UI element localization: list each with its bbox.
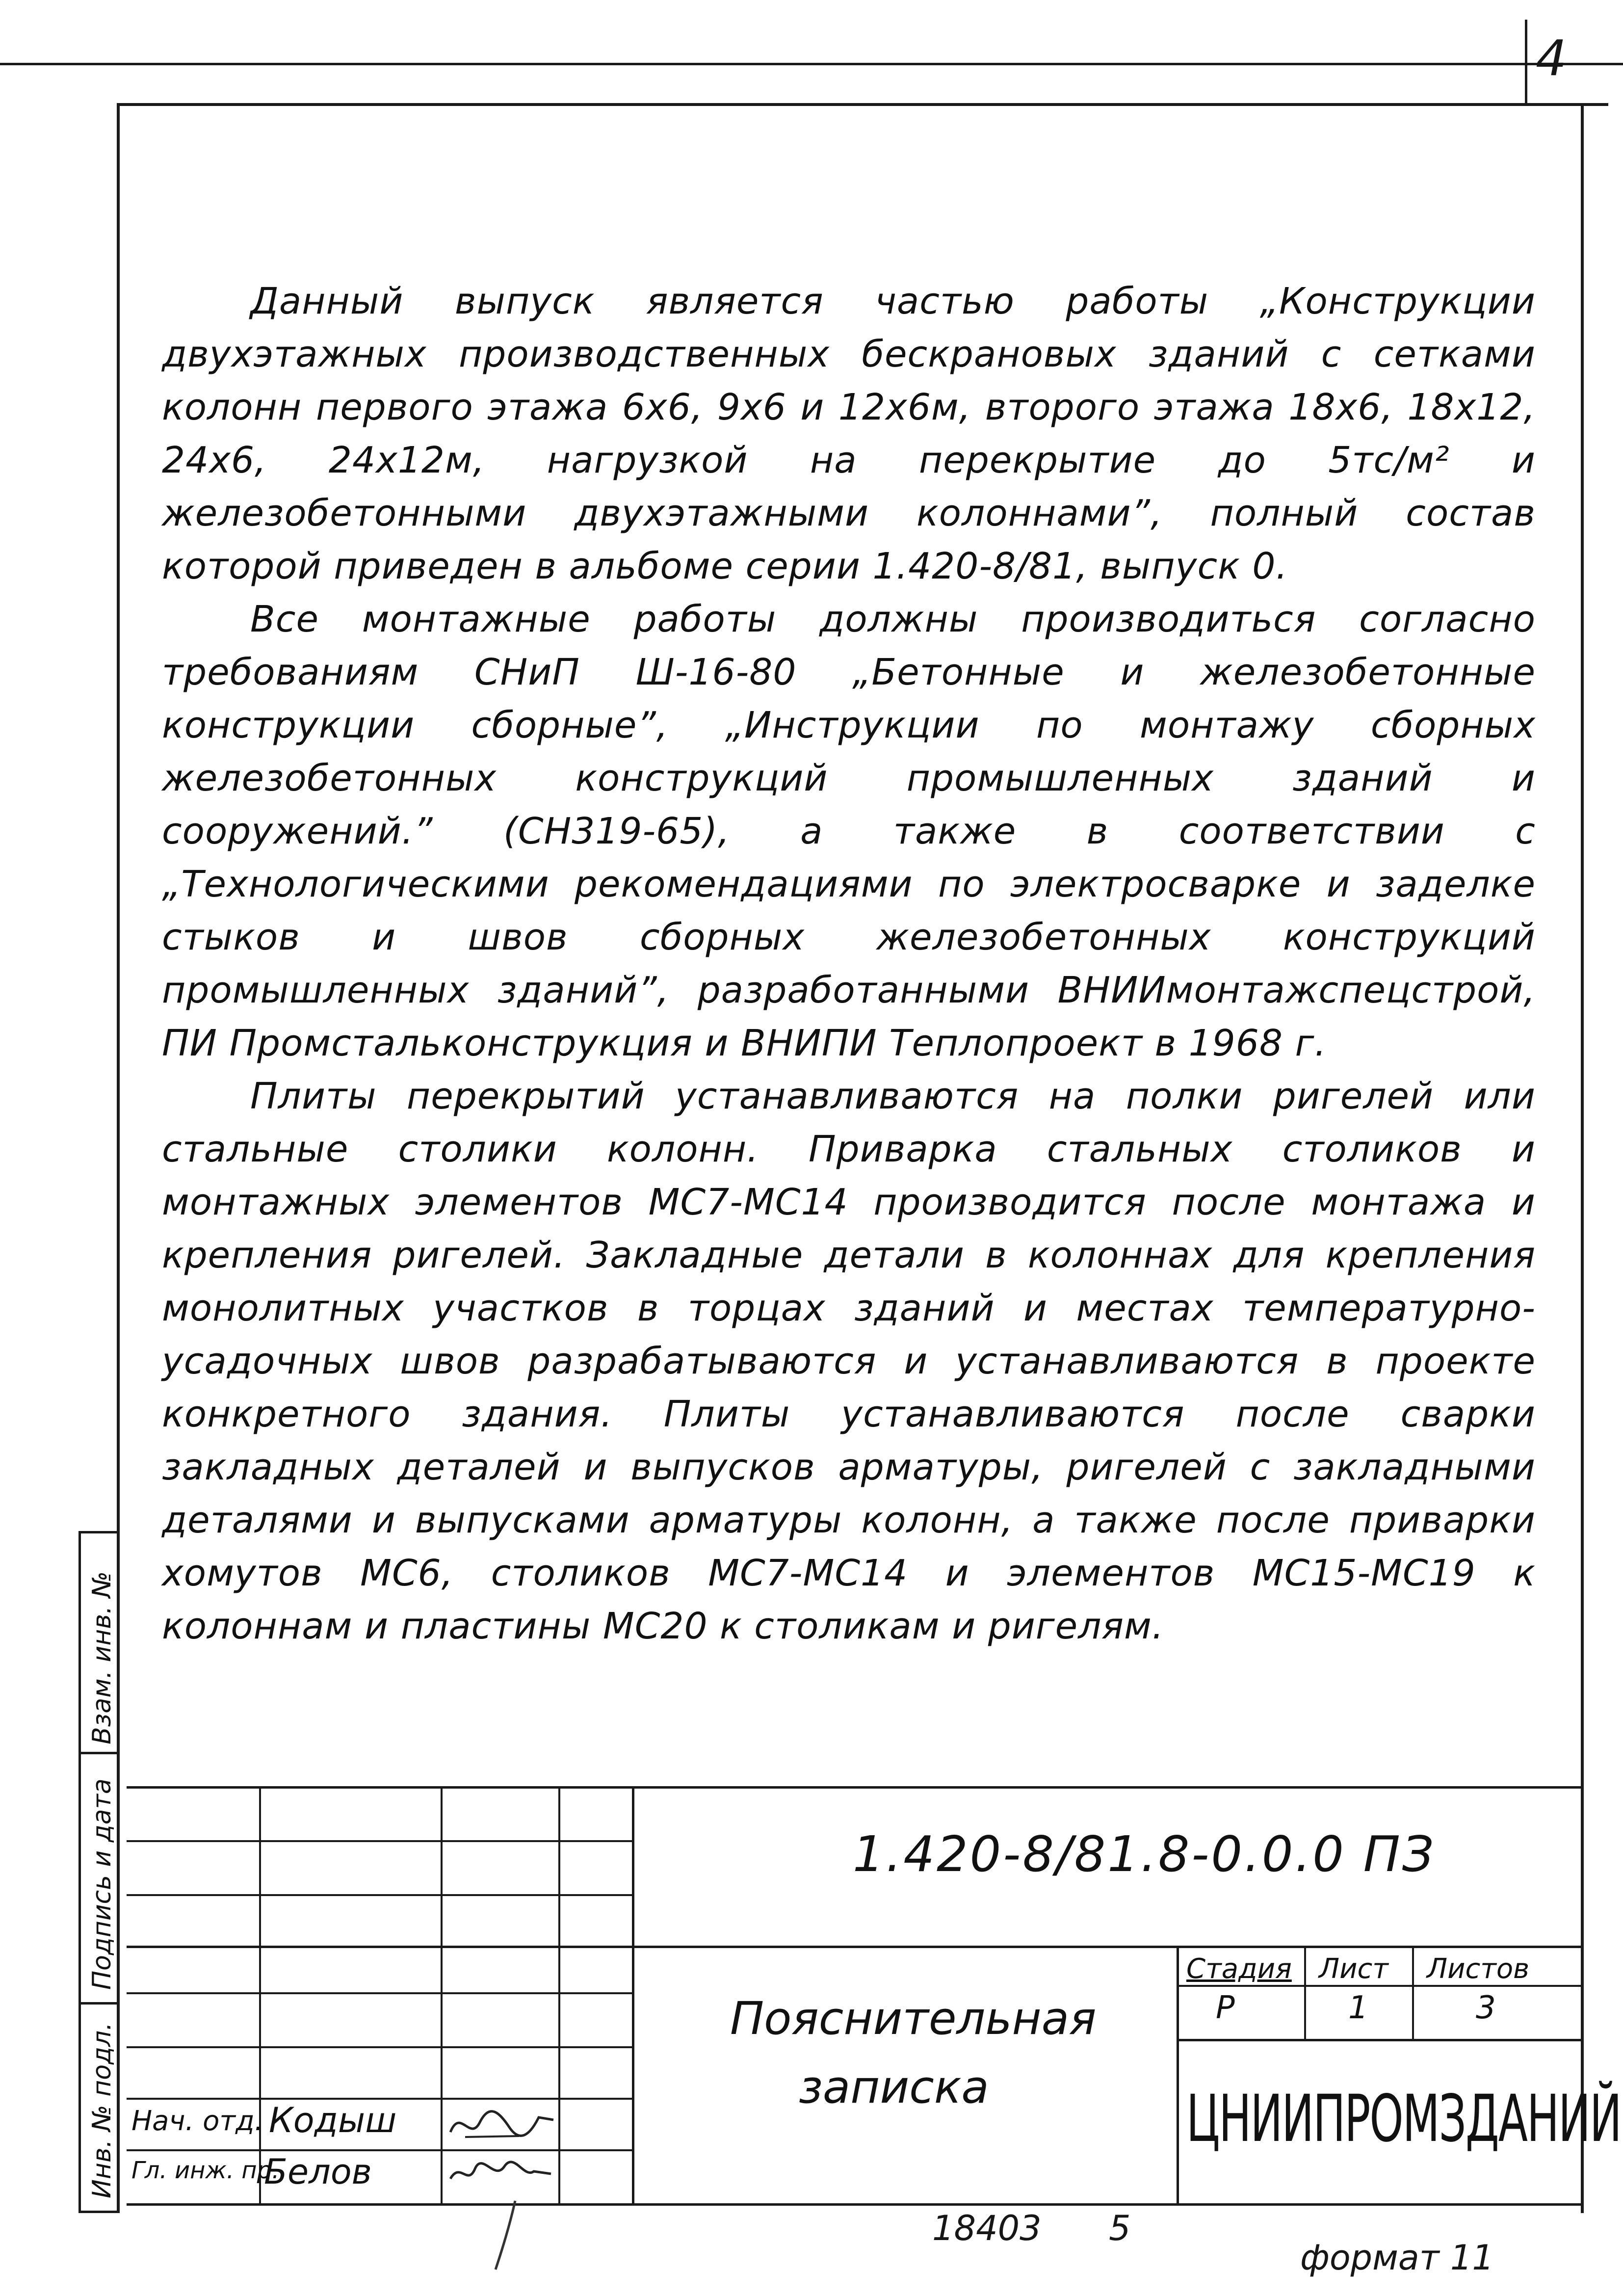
side-stamp-sep-1 <box>79 1531 120 1533</box>
sheet-number: 4 <box>1536 29 1567 87</box>
sheet-number-divider <box>1525 20 1527 106</box>
tb-h8 <box>1177 1985 1583 1987</box>
inventory-number: 18403 <box>932 2208 1042 2248</box>
document-designation: 1.420-8/81.8-0.0.0 ПЗ <box>853 1825 1436 1883</box>
tb-h5 <box>127 2046 632 2048</box>
frame-left <box>117 103 120 2213</box>
sheets-header: Листов <box>1427 1953 1530 1985</box>
stray-mark <box>491 2198 520 2272</box>
sheet-value: 1 <box>1348 1990 1368 2026</box>
side-stamp-bottom <box>79 2211 120 2213</box>
inventory-suffix: 5 <box>1109 2208 1131 2248</box>
tb-h6 <box>127 2098 632 2100</box>
tb-h4 <box>127 1992 632 1994</box>
tb-bottom <box>127 2203 1583 2206</box>
tb-v4 <box>632 1786 634 2206</box>
frame-top <box>117 103 1608 106</box>
tb-h9 <box>1177 2039 1583 2041</box>
signer-role-2: Гл. инж. пр. <box>131 2157 280 2184</box>
tb-h1 <box>127 1840 632 1842</box>
document-title-line-1: Пояснительная <box>730 1992 1097 2045</box>
paragraph-3: Плиты перекрытий устанавливаются на полки ригелей или стальные столики колонн. Приварка стальных столиков и монтажных элементов МС7-МС14 производится после монтажа и крепления ригелей. Закладные детали в колоннах для крепления монолитных участков в торцах зданий и местах температурно-усадочных швов разрабатываются и устанавливаются в проекте конкретного здания. Плиты устанавливаются после сварки закладных деталей и выпусков арматуры, ригелей с закладными деталями и выпусками арматуры колонн, а также после приварки хомутов МС6, столиков МС7-МС14 и элементов МС15-МС19 к колоннам и пластины МС20 к столикам и ригелям. <box>162 1075 1536 1647</box>
side-stamp-left <box>79 1531 81 2213</box>
tb-v2 <box>441 1786 443 2206</box>
document-title-line-2: записка <box>799 2061 989 2113</box>
tb-v6 <box>1304 1946 1306 2041</box>
paragraph-1: Данный выпуск является частью работы „Конструкции двухэтажных производственных бескрановых зданий с сетками колонн первого этажа 6х6, 9х6 и 12х6м, второго этажа 18х6, 18х12, 24х6, 24х12м, нагрузкой на перекрытие до 5тс/м² и железобетонными двухэтажными колоннами”, полный состав которой приведен в альбоме серии 1.420-8/81, выпуск 0. <box>162 280 1536 587</box>
signature-1 <box>445 2103 558 2147</box>
sheet-header: Лист <box>1319 1953 1388 1985</box>
tb-h2 <box>127 1894 632 1896</box>
side-stamp-sep-3 <box>79 2002 120 2005</box>
tb-v3 <box>558 1786 560 2206</box>
title-block <box>127 1786 1621 2206</box>
sheets-value: 3 <box>1476 1990 1496 2026</box>
explanatory-text <box>162 275 1536 1653</box>
top-rule <box>0 63 1623 65</box>
signer-name-2: Белов <box>264 2152 372 2192</box>
stage-value: Р <box>1216 1990 1235 2026</box>
tb-v1 <box>259 1786 261 2206</box>
paragraph-2: Все монтажные работы должны производиться согласно требованиям СНиП Ш-16-80 „Бетонные и железобетонные конструкции сборные”, „Инструкции по монтажу сборных железобетонных конструкций промышленных зданий и сооружений.” (СН319-65), а также в соответствии с „Технологическими рекомендациями по электросварке и заделке стыков и швов сборных железобетонных конструкций промышленных зданий”, разработанными ВНИИмонтажспецстрой, ПИ Промстальконструкция и ВНИПИ Теплопроект в 1968 г. <box>162 598 1536 1064</box>
tb-v7 <box>1412 1946 1414 2041</box>
stage-header: Стадия <box>1186 1953 1292 1985</box>
signer-name-1: Кодыш <box>269 2100 397 2140</box>
sheet-format: формат 11 <box>1300 2238 1494 2278</box>
signer-role-1: Нач. отд. <box>131 2105 263 2137</box>
tb-top <box>127 1786 1583 1789</box>
tb-h7 <box>127 2149 632 2151</box>
signature-2 <box>445 2152 558 2196</box>
organization-name: ЦНИИПРОМЗДАНИЙ <box>1186 2081 1621 2157</box>
tb-h3 <box>127 1946 1583 1948</box>
side-stamp-sep-2 <box>79 1752 120 1754</box>
